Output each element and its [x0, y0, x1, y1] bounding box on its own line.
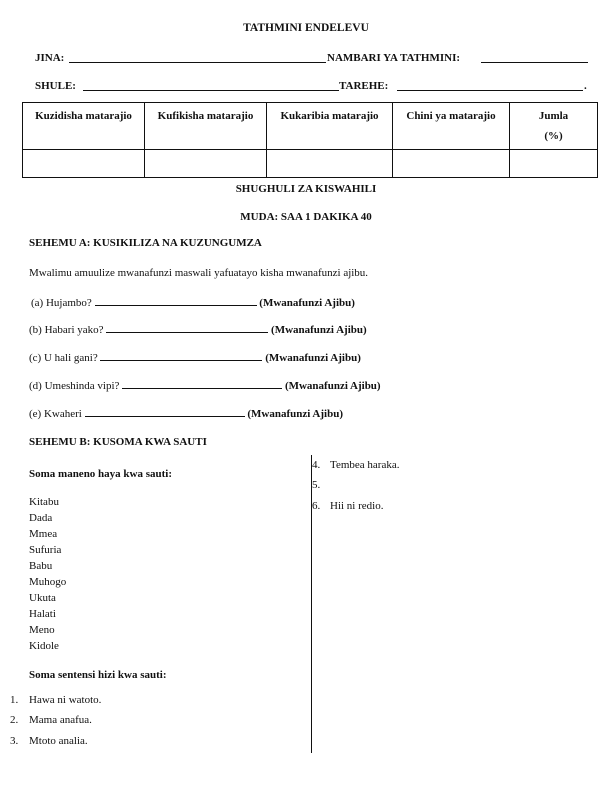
question-a — [31, 297, 355, 309]
jina-label: JINA: — [35, 52, 65, 64]
sentence-number: 3. — [10, 735, 19, 747]
grade-table-header-row — [23, 103, 598, 150]
grade-table-entry-row — [23, 150, 598, 178]
word-item: Muhogo — [29, 576, 67, 588]
question-b — [29, 324, 367, 336]
word-item: Dada — [29, 512, 53, 524]
sentence-text: Mtoto analia. — [29, 735, 88, 747]
answer-line[interactable] — [95, 305, 257, 306]
question-text: (c) U hali gani? — [29, 352, 101, 364]
word-item: Kidole — [29, 640, 59, 652]
tarehe-field[interactable] — [397, 90, 583, 91]
sentence-number: 1. — [10, 694, 19, 706]
grade-cell-kuzidisha[interactable] — [23, 150, 145, 178]
sentences-heading: Soma sentensi hizi kwa sauti: — [29, 669, 167, 681]
jumla-percent: (%) — [544, 130, 563, 142]
grade-cell-chini[interactable] — [393, 150, 510, 178]
grade-cell-kufikisha[interactable] — [145, 150, 267, 178]
question-text: (e) Kwaheri — [29, 408, 85, 420]
sentence-number: 5. — [312, 479, 321, 491]
subject-title: SHUGHULI ZA KISWAHILI — [235, 183, 377, 195]
section-b-title: SEHEMU B: KUSOMA KWA SAUTI — [29, 436, 207, 448]
sentence-text: Hii ni redio. — [330, 500, 384, 512]
answer-line[interactable] — [122, 388, 282, 389]
nambari-label: NAMBARI YA TATHMINI: — [327, 52, 461, 64]
grade-cell-kukaribia[interactable] — [267, 150, 393, 178]
question-suffix: (Mwanafunzi Ajibu) — [284, 380, 381, 392]
grade-col-kuzidisha: Kuzidisha matarajio — [23, 103, 145, 150]
grade-cell-jumla[interactable] — [510, 150, 598, 178]
section-a-title: SEHEMU A: KUSIKILIZA NA KUZUNGUMZA — [29, 237, 262, 249]
word-item: Meno — [29, 624, 55, 636]
answer-line[interactable] — [85, 416, 245, 417]
question-suffix: (Mwanafunzi Ajibu) — [259, 297, 355, 309]
question-suffix: (Mwanafunzi Ajibu) — [265, 352, 361, 364]
duration: MUDA: SAA 1 DAKIKA 40 — [240, 211, 372, 223]
question-c — [29, 352, 361, 364]
jina-field[interactable] — [69, 62, 326, 63]
answer-line[interactable] — [106, 332, 268, 333]
question-suffix: (Mwanafunzi Ajibu) — [247, 408, 343, 420]
grade-col-kukaribia: Kukaribia matarajio — [267, 103, 393, 150]
word-item: Sufuria — [29, 544, 62, 556]
tarehe-label: TAREHE: — [339, 80, 389, 92]
question-suffix: (Mwanafunzi Ajibu) — [271, 324, 367, 336]
nambari-field[interactable] — [481, 62, 588, 63]
question-e — [29, 408, 343, 420]
sentence-number: 2. — [10, 714, 19, 726]
question-text: (d) Umeshinda vipi? — [29, 380, 123, 392]
shule-label: SHULE: — [35, 80, 76, 92]
word-item: Halati — [29, 608, 56, 620]
grade-table — [22, 102, 598, 178]
tarehe-end: . — [584, 80, 587, 92]
grade-col-chini: Chini ya matarajio — [393, 103, 510, 150]
words-heading: Soma maneno haya kwa sauti: — [29, 468, 173, 480]
jumla-label: Jumla — [538, 110, 569, 122]
sentence-text: Mama anafua. — [29, 714, 92, 726]
question-text: (b) Habari yako? — [29, 324, 107, 336]
sentence-number: 6. — [312, 500, 321, 512]
word-item: Babu — [29, 560, 53, 572]
answer-line[interactable] — [100, 360, 262, 361]
sentence-text: Tembea haraka. — [330, 459, 400, 471]
sentence-text: Hawa ni watoto. — [29, 694, 102, 706]
sentence-number: 4. — [312, 459, 321, 471]
word-item: Mmea — [29, 528, 58, 540]
question-text: (a) Hujambo? — [31, 297, 95, 309]
word-item: Kitabu — [29, 496, 59, 508]
grade-col-kufikisha: Kufikisha matarajio — [145, 103, 267, 150]
grade-col-jumla — [510, 103, 598, 150]
word-item: Ukuta — [29, 592, 56, 604]
question-d — [29, 380, 381, 392]
section-a-instruction: Mwalimu amuulize mwanafunzi maswali yafuatayo kisha mwanafunzi ajibu. — [29, 267, 369, 279]
page-title: TATHMINI ENDELEVU — [243, 22, 369, 34]
shule-field[interactable] — [83, 90, 339, 91]
